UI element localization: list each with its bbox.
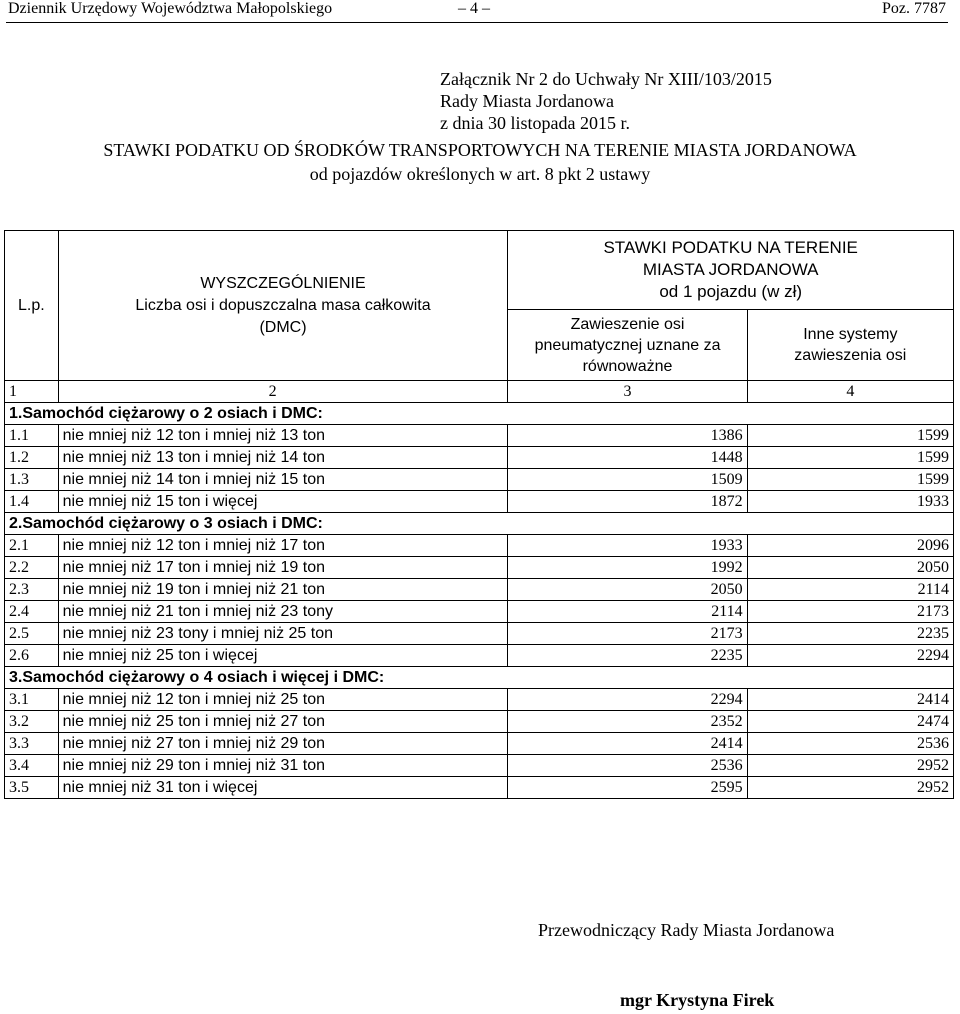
row-rate-pneumatic: 2235 — [508, 645, 747, 667]
row-lp: 3.5 — [5, 777, 59, 799]
row-rate-pneumatic: 2595 — [508, 777, 747, 799]
table-row — [5, 447, 954, 469]
col-header-pneumatic-label: Zawieszenie osi pneumatycznej uznane za równoważne — [534, 315, 721, 375]
table-row — [5, 557, 954, 579]
col-header-pneumatic — [508, 310, 747, 381]
table-row — [5, 645, 954, 667]
row-rate-pneumatic: 1448 — [508, 447, 747, 469]
row-rate-other: 2474 — [747, 711, 953, 733]
col-header-lp: L.p. — [5, 231, 59, 381]
table-row — [5, 777, 954, 799]
row-rate-other: 2096 — [747, 535, 953, 557]
row-rate-other: 2235 — [747, 623, 953, 645]
col-header-description-title: WYSZCZEGÓLNIENIE — [200, 274, 366, 292]
column-numbers-row — [5, 381, 954, 403]
row-rate-other: 2536 — [747, 733, 953, 755]
row-lp: 2.6 — [5, 645, 59, 667]
row-rate-other: 2952 — [747, 777, 953, 799]
column-number-3: 3 — [508, 381, 747, 403]
row-rate-pneumatic: 2294 — [508, 689, 747, 711]
row-rate-other: 2952 — [747, 755, 953, 777]
row-rate-pneumatic: 2173 — [508, 623, 747, 645]
row-lp: 1.3 — [5, 469, 59, 491]
annex-line-1: Załącznik Nr 2 do Uchwały Nr XIII/103/2015 — [440, 69, 772, 89]
row-description: nie mniej niż 12 ton i mniej niż 17 ton — [58, 535, 508, 557]
group-title: 3.Samochód ciężarowy o 4 osiach i więcej i DMC: — [5, 667, 954, 689]
annex-line-2: Rady Miasta Jordanowa — [440, 91, 614, 111]
row-rate-other: 2414 — [747, 689, 953, 711]
row-rate-other: 1599 — [747, 447, 953, 469]
row-lp: 2.1 — [5, 535, 59, 557]
annex-block — [440, 68, 772, 134]
row-description: nie mniej niż 31 ton i więcej — [58, 777, 508, 799]
position-number: Poz. 7787 — [882, 0, 946, 17]
group-row — [5, 513, 954, 535]
row-description: nie mniej niż 13 ton i mniej niż 14 ton — [58, 447, 508, 469]
signature-role: Przewodniczący Rady Miasta Jordanowa — [538, 920, 835, 940]
group-row — [5, 667, 954, 689]
table-row — [5, 469, 954, 491]
col-header-description — [58, 231, 508, 381]
row-rate-other: 2050 — [747, 557, 953, 579]
column-number-4: 4 — [747, 381, 953, 403]
col-header-description-sub: Liczba osi i dopuszczalna masa całkowita (DMC) — [135, 296, 431, 336]
row-lp: 2.3 — [5, 579, 59, 601]
row-rate-other: 1599 — [747, 425, 953, 447]
page-number: – 4 – — [458, 0, 490, 17]
row-rate-pneumatic: 2414 — [508, 733, 747, 755]
row-lp: 3.4 — [5, 755, 59, 777]
tax-rates-table — [4, 230, 954, 799]
row-description: nie mniej niż 12 ton i mniej niż 13 ton — [58, 425, 508, 447]
row-lp: 1.1 — [5, 425, 59, 447]
column-number-1: 1 — [5, 381, 59, 403]
column-number-2: 2 — [58, 381, 508, 403]
page-header — [6, 0, 948, 23]
annex-line-3: z dnia 30 listopada 2015 r. — [440, 113, 630, 133]
table-row — [5, 623, 954, 645]
row-lp: 3.2 — [5, 711, 59, 733]
table-row — [5, 535, 954, 557]
table-row — [5, 601, 954, 623]
group-title: 1.Samochód ciężarowy o 2 osiach i DMC: — [5, 403, 954, 425]
table-row — [5, 733, 954, 755]
row-rate-pneumatic: 2114 — [508, 601, 747, 623]
row-lp: 2.4 — [5, 601, 59, 623]
row-description: nie mniej niż 21 ton i mniej niż 23 tony — [58, 601, 508, 623]
col-header-rates-title: STAWKI PODATKU NA TERENIE MIASTA JORDANOWA — [603, 238, 858, 279]
table-row — [5, 689, 954, 711]
row-rate-pneumatic: 1872 — [508, 491, 747, 513]
row-lp: 2.2 — [5, 557, 59, 579]
row-rate-pneumatic: 1933 — [508, 535, 747, 557]
table-row — [5, 425, 954, 447]
row-description: nie mniej niż 29 ton i mniej niż 31 ton — [58, 755, 508, 777]
row-rate-pneumatic: 2050 — [508, 579, 747, 601]
row-rate-pneumatic: 1509 — [508, 469, 747, 491]
row-description: nie mniej niż 12 ton i mniej niż 25 ton — [58, 689, 508, 711]
row-rate-pneumatic: 2536 — [508, 755, 747, 777]
document-subtitle: od pojazdów określonych w art. 8 pkt 2 ustawy — [309, 164, 651, 184]
col-header-rates-unit: od 1 pojazdu (w zł) — [659, 282, 803, 301]
document-title: STAWKI PODATKU OD ŚRODKÓW TRANSPORTOWYCH NA TERENIE MIASTA JORDANOWA — [103, 140, 857, 160]
row-rate-other: 2294 — [747, 645, 953, 667]
row-description: nie mniej niż 15 ton i więcej — [58, 491, 508, 513]
row-description: nie mniej niż 23 tony i mniej niż 25 ton — [58, 623, 508, 645]
group-title: 2.Samochód ciężarowy o 3 osiach i DMC: — [5, 513, 954, 535]
row-description: nie mniej niż 19 ton i mniej niż 21 ton — [58, 579, 508, 601]
table-row — [5, 491, 954, 513]
row-rate-other: 2114 — [747, 579, 953, 601]
row-lp: 1.4 — [5, 491, 59, 513]
col-header-rates — [508, 231, 954, 310]
group-row — [5, 403, 954, 425]
journal-name: Dziennik Urzędowy Województwa Małopolskiego — [8, 0, 333, 17]
col-header-other-label: Inne systemy zawieszenia osi — [794, 326, 907, 364]
row-lp: 1.2 — [5, 447, 59, 469]
col-header-other — [747, 310, 953, 381]
row-description: nie mniej niż 27 ton i mniej niż 29 ton — [58, 733, 508, 755]
row-rate-other: 1933 — [747, 491, 953, 513]
row-rate-pneumatic: 1992 — [508, 557, 747, 579]
row-rate-other: 1599 — [747, 469, 953, 491]
row-description: nie mniej niż 17 ton i mniej niż 19 ton — [58, 557, 508, 579]
signature-name: mgr Krystyna Firek — [620, 990, 775, 1010]
row-rate-pneumatic: 1386 — [508, 425, 747, 447]
row-rate-other: 2173 — [747, 601, 953, 623]
row-lp: 3.1 — [5, 689, 59, 711]
row-lp: 2.5 — [5, 623, 59, 645]
table-row — [5, 755, 954, 777]
table-row — [5, 579, 954, 601]
row-description: nie mniej niż 25 ton i więcej — [58, 645, 508, 667]
table-row — [5, 711, 954, 733]
row-rate-pneumatic: 2352 — [508, 711, 747, 733]
row-description: nie mniej niż 25 ton i mniej niż 27 ton — [58, 711, 508, 733]
row-lp: 3.3 — [5, 733, 59, 755]
row-description: nie mniej niż 14 ton i mniej niż 15 ton — [58, 469, 508, 491]
